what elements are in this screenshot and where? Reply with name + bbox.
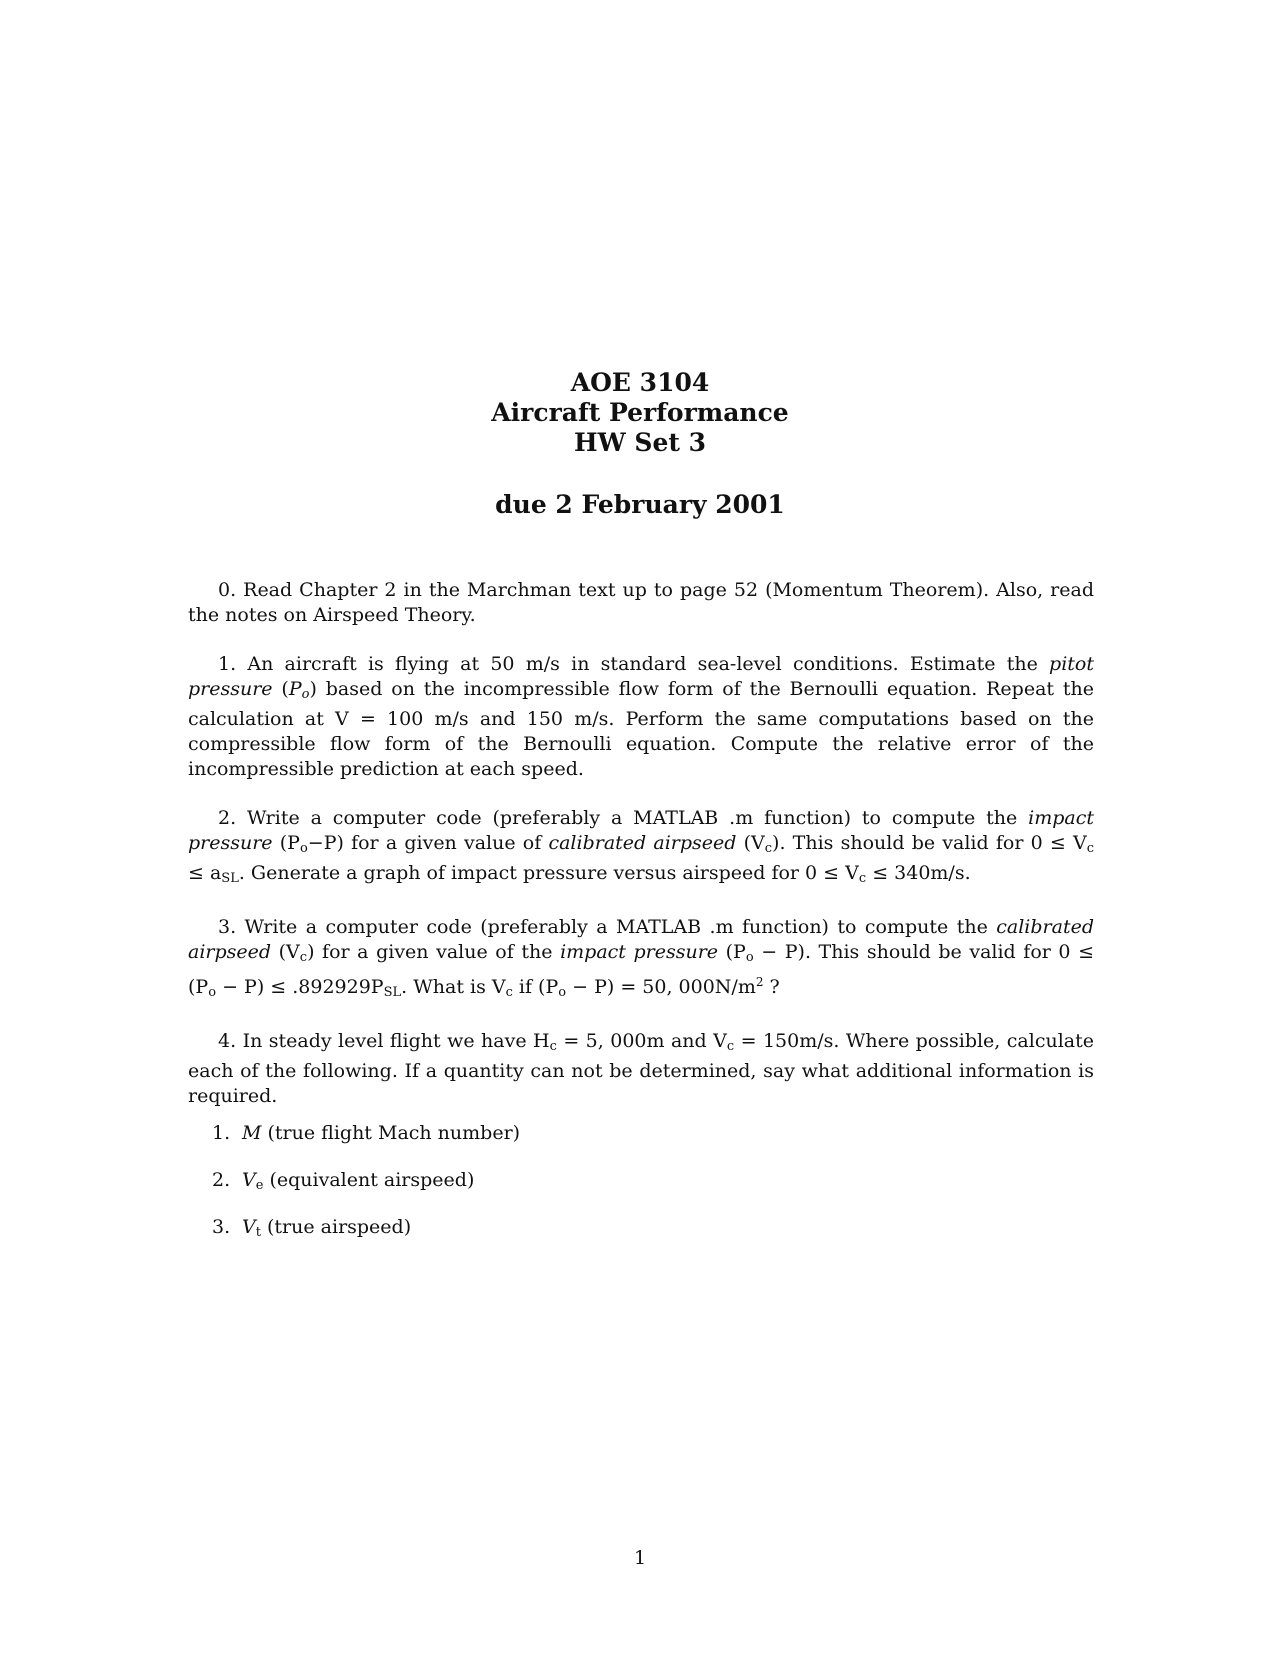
p3-text: (P — [718, 941, 746, 963]
p4-subscript: c — [726, 1039, 735, 1054]
list-item-description: (true flight Mach number) — [261, 1122, 521, 1144]
list-item — [212, 1215, 1094, 1245]
p2-term-calibrated: calibrated airpseed — [548, 832, 737, 854]
p3-subscript: o — [745, 950, 754, 965]
p3-subscript: o — [558, 985, 567, 1000]
p1-symbol: P — [288, 678, 302, 700]
list-item-description: (true airspeed) — [260, 1216, 412, 1238]
p3-superscript: 2 — [755, 975, 764, 989]
p2-text: (P — [272, 832, 300, 854]
p2-subscript: c — [1086, 841, 1094, 856]
list-item-number: 2. — [212, 1169, 231, 1191]
p3-text: − P). This should be valid for 0 ≤ (P — [188, 941, 1095, 998]
course-title: Aircraft Performance — [491, 398, 789, 427]
p3-subscript: c — [299, 950, 308, 965]
p3-text: (V — [271, 941, 300, 963]
list-item-subscript: t — [255, 1225, 261, 1240]
p2-subscript: c — [764, 841, 773, 856]
p2-text: (V — [736, 832, 765, 854]
p1-subscript: o — [301, 687, 310, 702]
p4-subscript: c — [549, 1039, 557, 1054]
p2-term-impact-pressure: impact pressure — [188, 807, 1094, 854]
p3-subscript: o — [208, 985, 217, 1000]
p2-subscript: c — [858, 871, 867, 886]
list-item-number: 1. — [212, 1122, 231, 1144]
p1-text: 1. An aircraft is flying at 50 m/s in standard sea-level conditions. Estimate the — [218, 653, 1050, 675]
list-item-subscript: e — [255, 1178, 264, 1193]
problem-1 — [188, 652, 1094, 782]
p4-text: = 150m/s. Where possible, calculate each of the following. If a quantity can not be determined, say what additional information is required. — [188, 1030, 1094, 1107]
p3-subscript: SL — [383, 985, 402, 1000]
problem-4 — [188, 1029, 1094, 1109]
p3-text: 3. Write a computer code (preferably a MATLAB .m function) to compute the — [218, 916, 997, 938]
list-item — [212, 1168, 1094, 1198]
list-item-symbol: M — [242, 1122, 262, 1144]
homework-set: HW Set 3 — [573, 428, 706, 457]
p2-text: −P) for a given value of — [307, 832, 549, 854]
p2-text: ≤ a — [188, 862, 222, 884]
due-date: due 2 February 2001 — [495, 490, 785, 519]
p3-text: if (P — [512, 976, 559, 998]
p1-text: ( — [272, 678, 289, 700]
document-body — [188, 578, 1094, 1262]
list-item-symbol: V — [242, 1169, 256, 1191]
page-number: 1 — [633, 1547, 647, 1569]
document-header — [0, 368, 1280, 520]
problem-2 — [188, 806, 1094, 891]
p2-text: ). This should be valid for 0 ≤ V — [772, 832, 1087, 854]
p3-text: ? — [763, 976, 780, 998]
list-item-symbol: V — [242, 1216, 256, 1238]
p2-text: ≤ 340m/s. — [866, 862, 971, 884]
p3-term-impact-pressure: impact pressure — [560, 941, 719, 963]
p4-text: = 5, 000m and V — [556, 1030, 727, 1052]
list-item — [212, 1121, 1094, 1151]
p2-subscript: SL — [221, 871, 239, 886]
list-item-number: 3. — [212, 1216, 231, 1238]
p3-text: . What is V — [401, 976, 506, 998]
p3-term-calibrated: calibrated airpseed — [188, 916, 1094, 963]
problem-0-text: 0. Read Chapter 2 in the Marchman text up to page 52 (Momentum Theorem). Also, read the notes on Airspeed Theory. — [188, 579, 1094, 626]
p1-text: ) based on the incompressible flow form of the Bernoulli equation. Repeat the calculation at V = 100 m/s and 150 m/s. Perform the same computations based on the compressible flow form of the Bernoulli equation. Compute the relative error of the incompressible prediction at each speed. — [188, 678, 1095, 780]
p2-text: 2. Write a computer code (preferably a MATLAB .m function) to compute the — [218, 807, 1029, 829]
p2-text: . Generate a graph of impact pressure versus airspeed for 0 ≤ V — [238, 862, 859, 884]
p3-text: ) for a given value of the — [307, 941, 561, 963]
p1-term-pitot: pitot pressure — [188, 653, 1094, 700]
p3-text: − P) ≤ .892929P — [216, 976, 384, 998]
problem-0 — [188, 578, 1094, 628]
problem-3 — [188, 915, 1094, 1005]
p4-text: 4. In steady level flight we have H — [218, 1030, 550, 1052]
p2-subscript: o — [299, 841, 308, 856]
list-item-description: (equivalent airspeed) — [263, 1169, 475, 1191]
problem-4-list — [188, 1121, 1094, 1245]
p3-text: − P) = 50, 000N/m — [566, 976, 756, 998]
p3-subscript: c — [505, 985, 513, 1000]
course-code: AOE 3104 — [570, 368, 710, 397]
